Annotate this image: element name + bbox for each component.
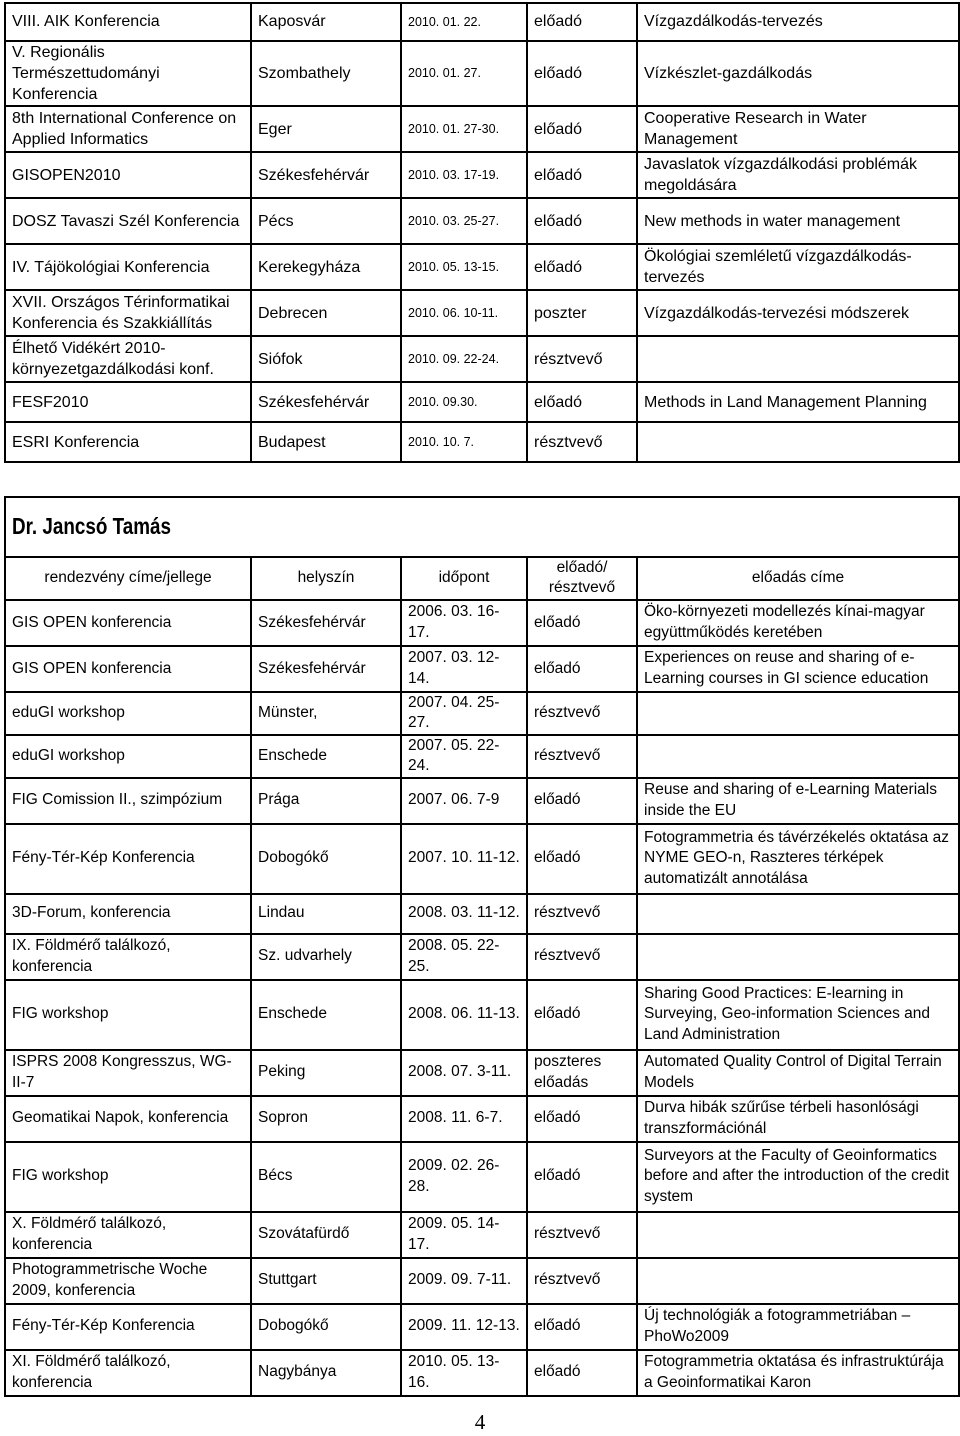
cell-event: FESF2010	[5, 382, 251, 422]
cell-event: IX. Földmérő találkozó, konferencia	[5, 934, 251, 980]
table-row	[5, 778, 959, 824]
cell-title: Durva hibák szűrűse térbeli hasonlósági transzformációnál	[637, 1096, 959, 1142]
cell-date: 2008. 03. 11-12.	[401, 894, 527, 934]
table-row	[5, 106, 959, 152]
person-prefix: Dr.	[12, 512, 38, 539]
cell-date: 2010. 10. 7.	[401, 422, 527, 462]
table-row	[5, 290, 959, 336]
cell-event: VIII. AIK Konferencia	[5, 3, 251, 41]
cell-place: Münster,	[251, 692, 401, 735]
table-row	[5, 1212, 959, 1258]
cell-title	[637, 735, 959, 778]
table-row	[5, 3, 959, 41]
cell-date: 2007. 05. 22-24.	[401, 735, 527, 778]
cell-event: FIG workshop	[5, 1142, 251, 1212]
cell-date: 2009. 02. 26-28.	[401, 1142, 527, 1212]
table-row	[5, 1304, 959, 1350]
table-row	[5, 1096, 959, 1142]
table-row	[5, 934, 959, 980]
conference-table-person	[4, 496, 960, 1397]
cell-place: Siófok	[251, 336, 401, 382]
cell-event: Geomatikai Napok, konferencia	[5, 1096, 251, 1142]
cell-event: XVII. Országos Térinformatikai Konferencia és Szakkiállítás	[5, 290, 251, 336]
cell-event: GIS OPEN konferencia	[5, 646, 251, 692]
table-row	[5, 692, 959, 735]
cell-date: 2010. 03. 17-19.	[401, 152, 527, 198]
cell-date: 2010. 09.30.	[401, 382, 527, 422]
cell-event: ISPRS 2008 Kongresszus, WG-II-7	[5, 1050, 251, 1096]
cell-title	[637, 894, 959, 934]
column-header-date: időpont	[401, 557, 527, 600]
cell-date: 2008. 06. 11-13.	[401, 980, 527, 1050]
cell-place: Bécs	[251, 1142, 401, 1212]
cell-date: 2010. 06. 10-11.	[401, 290, 527, 336]
cell-place: Eger	[251, 106, 401, 152]
cell-date: 2007. 06. 7-9	[401, 778, 527, 824]
cell-date: 2010. 01. 22.	[401, 3, 527, 41]
cell-event: IV. Tájökológiai Konferencia	[5, 244, 251, 290]
cell-event: FIG workshop	[5, 980, 251, 1050]
table-row	[5, 824, 959, 894]
cell-date: 2007. 03. 12-14.	[401, 646, 527, 692]
table-row	[5, 600, 959, 646]
cell-title: Új technológiák a fotogrammetriában – PhoWo2009	[637, 1304, 959, 1350]
cell-title	[637, 1258, 959, 1304]
cell-place: Enschede	[251, 735, 401, 778]
column-header-title: előadás címe	[637, 557, 959, 600]
cell-role: előadó	[527, 1096, 637, 1142]
cell-event: GIS OPEN konferencia	[5, 600, 251, 646]
cell-event: V. Regionális Természettudományi Konferencia	[5, 41, 251, 106]
cell-date: 2007. 10. 11-12.	[401, 824, 527, 894]
cell-title: Automated Quality Control of Digital Terrain Models	[637, 1050, 959, 1096]
cell-event: DOSZ Tavaszi Szél Konferencia	[5, 198, 251, 244]
table-row	[5, 198, 959, 244]
cell-role: előadó	[527, 198, 637, 244]
cell-role: előadó	[527, 1304, 637, 1350]
cell-title: Javaslatok vízgazdálkodási problémák megoldására	[637, 152, 959, 198]
cell-event: Fény-Tér-Kép Konferencia	[5, 1304, 251, 1350]
cell-date: 2010. 05. 13-15.	[401, 244, 527, 290]
cell-event: Élhető Vidékért 2010-környezetgazdálkodási konf.	[5, 336, 251, 382]
cell-date: 2010. 01. 27.	[401, 41, 527, 106]
cell-role: előadó	[527, 646, 637, 692]
cell-title	[637, 422, 959, 462]
cell-date: 2008. 11. 6-7.	[401, 1096, 527, 1142]
cell-place: Dobogókő	[251, 824, 401, 894]
table-row	[5, 422, 959, 462]
cell-date: 2010. 05. 13-16.	[401, 1350, 527, 1396]
table-row	[5, 1258, 959, 1304]
cell-place: Székesfehérvár	[251, 646, 401, 692]
cell-role: előadó	[527, 3, 637, 41]
cell-event: FIG Comission II., szimpózium	[5, 778, 251, 824]
cell-place: Prága	[251, 778, 401, 824]
cell-place: Pécs	[251, 198, 401, 244]
table-row	[5, 244, 959, 290]
cell-role: előadó	[527, 152, 637, 198]
cell-place: Nagybánya	[251, 1350, 401, 1396]
cell-date: 2009. 05. 14-17.	[401, 1212, 527, 1258]
cell-place: Debrecen	[251, 290, 401, 336]
person-name-heading	[12, 511, 171, 541]
cell-title: Reuse and sharing of e-Learning Materials inside the EU	[637, 778, 959, 824]
cell-title: Surveyors at the Faculty of Geoinformatics before and after the introduction of the credit system	[637, 1142, 959, 1212]
cell-place: Székesfehérvár	[251, 382, 401, 422]
cell-place: Székesfehérvár	[251, 152, 401, 198]
cell-title: Experiences on reuse and sharing of e-Learning courses in GI science education	[637, 646, 959, 692]
table-row	[5, 1142, 959, 1212]
cell-title: Vízgazdálkodás-tervezési módszerek	[637, 290, 959, 336]
cell-event: XI. Földmérő találkozó, konferencia	[5, 1350, 251, 1396]
cell-event: X. Földmérő találkozó, konferencia	[5, 1212, 251, 1258]
table-row	[5, 894, 959, 934]
cell-place: Enschede	[251, 980, 401, 1050]
column-header-place: helyszín	[251, 557, 401, 600]
column-header-row	[5, 557, 959, 600]
cell-role: előadó	[527, 382, 637, 422]
cell-role: résztvevő	[527, 1212, 637, 1258]
cell-place: Kaposvár	[251, 3, 401, 41]
table-row	[5, 41, 959, 106]
cell-place: Peking	[251, 1050, 401, 1096]
cell-place: Budapest	[251, 422, 401, 462]
cell-title: Sharing Good Practices: E-learning in Surveying, Geo-information Sciences and Land Administration	[637, 980, 959, 1050]
cell-role: résztvevő	[527, 336, 637, 382]
cell-place: Kerekegyháza	[251, 244, 401, 290]
table-row	[5, 152, 959, 198]
cell-date: 2010. 09. 22-24.	[401, 336, 527, 382]
page-number: 4	[474, 1410, 486, 1434]
cell-date: 2009. 11. 12-13.	[401, 1304, 527, 1350]
conference-table-top-body	[5, 3, 959, 462]
cell-role: előadó	[527, 980, 637, 1050]
cell-title	[637, 336, 959, 382]
cell-date: 2009. 09. 7-11.	[401, 1258, 527, 1304]
table-row	[5, 646, 959, 692]
table-row	[5, 1050, 959, 1096]
cell-date: 2007. 04. 25-27.	[401, 692, 527, 735]
cell-event: eduGI workshop	[5, 735, 251, 778]
cell-place: Lindau	[251, 894, 401, 934]
person-name: Jancsó Tamás	[42, 512, 172, 539]
cell-role: résztvevő	[527, 692, 637, 735]
cell-title: Cooperative Research in Water Management	[637, 106, 959, 152]
table-row	[5, 336, 959, 382]
conference-table-person-body	[5, 600, 959, 1396]
cell-title: Öko-környezeti modellezés kínai-magyar együttműködés keretében	[637, 600, 959, 646]
cell-role: poszter	[527, 290, 637, 336]
conference-table-top	[4, 2, 960, 463]
cell-event: GISOPEN2010	[5, 152, 251, 198]
table-row	[5, 1350, 959, 1396]
cell-role: előadó	[527, 778, 637, 824]
cell-place: Szovátafürdő	[251, 1212, 401, 1258]
cell-date: 2008. 05. 22-25.	[401, 934, 527, 980]
cell-place: Sopron	[251, 1096, 401, 1142]
cell-title: Ökológiai szemléletű vízgazdálkodás-tervezés	[637, 244, 959, 290]
cell-event: Fény-Tér-Kép Konferencia	[5, 824, 251, 894]
cell-place: Sz. udvarhely	[251, 934, 401, 980]
cell-place: Dobogókő	[251, 1304, 401, 1350]
cell-role: résztvevő	[527, 894, 637, 934]
cell-role: résztvevő	[527, 1258, 637, 1304]
cell-event: 3D-Forum, konferencia	[5, 894, 251, 934]
cell-title: Methods in Land Management Planning	[637, 382, 959, 422]
cell-title: Fotogrammetria és távérzékelés oktatása az NYME GEO-n, Raszteres térképek automatizált annotálása	[637, 824, 959, 894]
cell-title	[637, 1212, 959, 1258]
table-row	[5, 382, 959, 422]
cell-title: Vízgazdálkodás-tervezés	[637, 3, 959, 41]
cell-role: előadó	[527, 1350, 637, 1396]
cell-place: Szombathely	[251, 41, 401, 106]
cell-role: résztvevő	[527, 934, 637, 980]
cell-role: előadó	[527, 244, 637, 290]
cell-role: poszteres előadás	[527, 1050, 637, 1096]
column-header-event: rendezvény címe/jellege	[5, 557, 251, 600]
cell-date: 2006. 03. 16-17.	[401, 600, 527, 646]
cell-title	[637, 934, 959, 980]
table-row	[5, 735, 959, 778]
cell-date: 2010. 01. 27-30.	[401, 106, 527, 152]
cell-role: előadó	[527, 824, 637, 894]
cell-title	[637, 692, 959, 735]
column-header-role: előadó/ résztvevő	[527, 557, 637, 600]
person-header	[5, 497, 959, 557]
cell-title: Fotogrammetria oktatása és infrastruktúrája a Geoinformatikai Karon	[637, 1350, 959, 1396]
cell-event: 8th International Conference on Applied Informatics	[5, 106, 251, 152]
cell-title: New methods in water management	[637, 198, 959, 244]
cell-title: Vízkészlet-gazdálkodás	[637, 41, 959, 106]
cell-event: ESRI Konferencia	[5, 422, 251, 462]
cell-event: Photogrammetrische Woche 2009, konferencia	[5, 1258, 251, 1304]
cell-role: előadó	[527, 600, 637, 646]
cell-role: előadó	[527, 106, 637, 152]
cell-role: résztvevő	[527, 735, 637, 778]
cell-role: előadó	[527, 41, 637, 106]
cell-role: előadó	[527, 1142, 637, 1212]
cell-date: 2010. 03. 25-27.	[401, 198, 527, 244]
cell-place: Székesfehérvár	[251, 600, 401, 646]
cell-event: eduGI workshop	[5, 692, 251, 735]
table-row	[5, 980, 959, 1050]
cell-date: 2008. 07. 3-11.	[401, 1050, 527, 1096]
cell-place: Stuttgart	[251, 1258, 401, 1304]
cell-role: résztvevő	[527, 422, 637, 462]
